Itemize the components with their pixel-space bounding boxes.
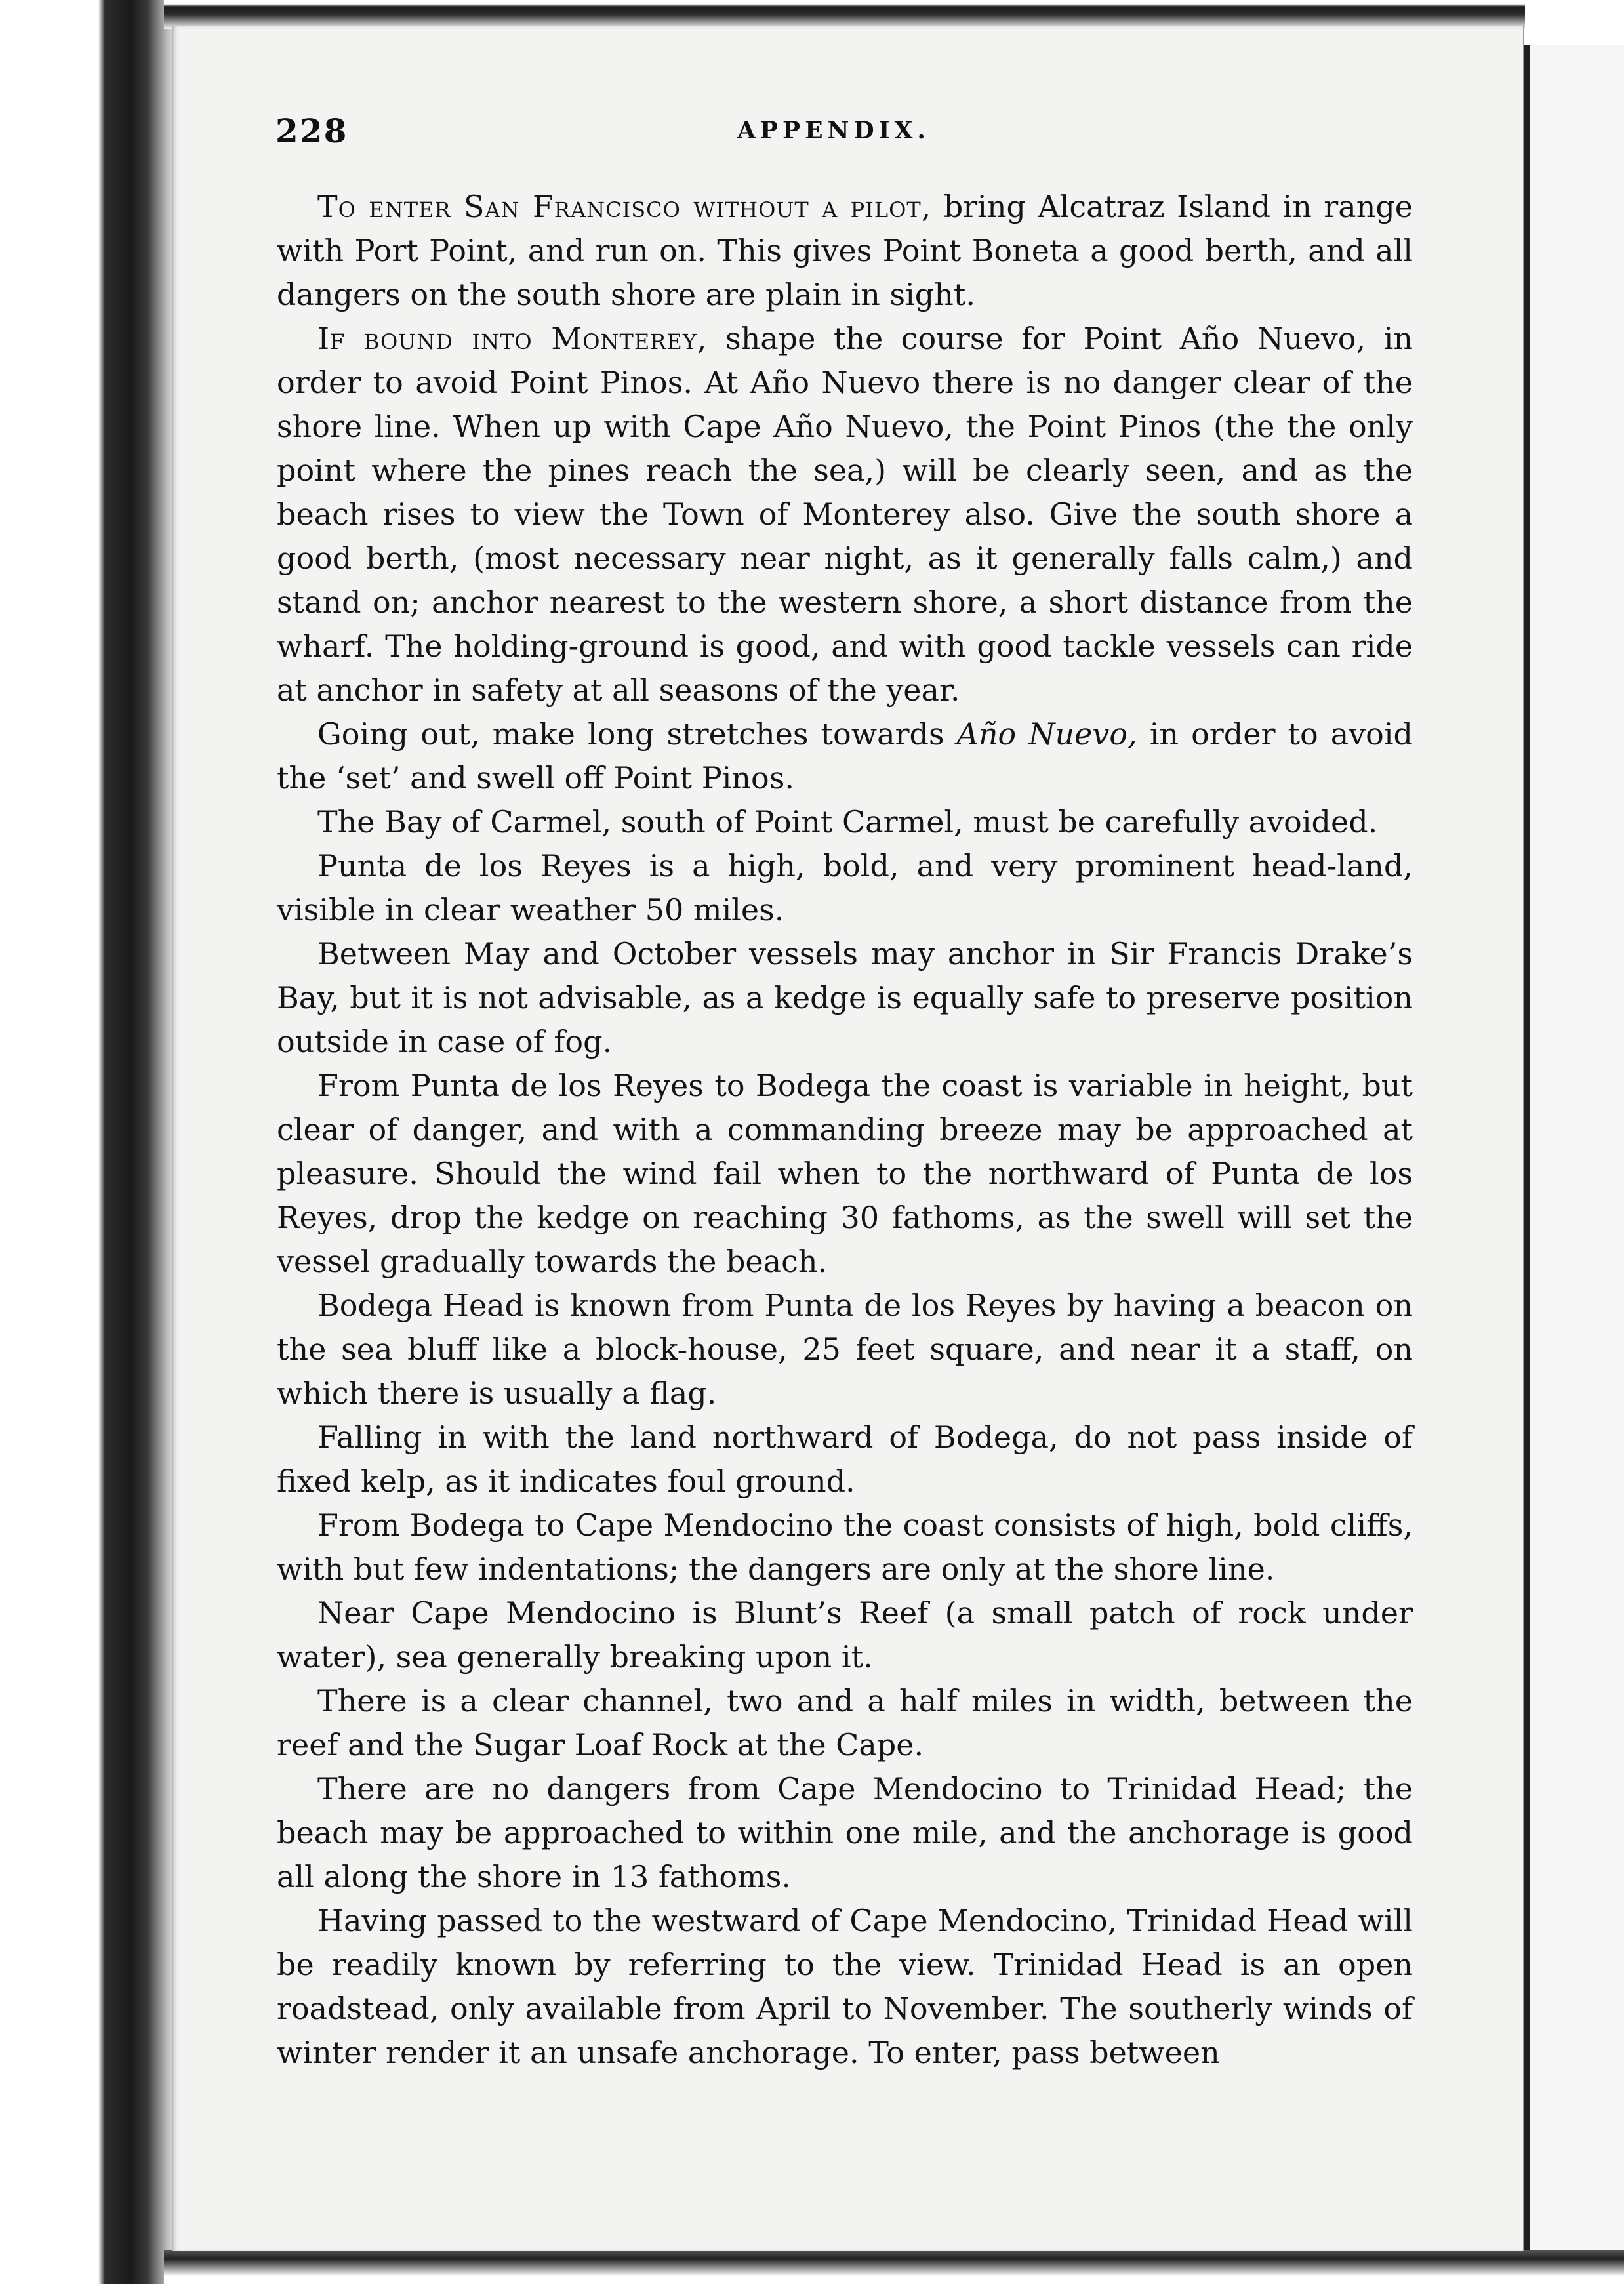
paragraph-bodega-to-mendocino: From Bodega to Cape Mendocino the coast consists of high, bold cliffs, with but few indentations; the dangers are only at the shore line. [277,1507,1413,1587]
page-number: 228 [275,112,348,150]
running-head: APPENDIX. [737,117,930,144]
scan-top-edge [164,0,1525,29]
paragraph-lead: If bound into Monterey, [317,321,708,356]
paragraph-san-francisco [277,185,1413,317]
paragraph-text: shape the course for Point Año Nuevo, in order to avoid Point Pinos. At Año Nuevo there is no danger clear of the shore line. When up with Cape Año Nuevo, the Point Pinos (the the only point where the pines reach the sea,) will be clearly seen, and as the beach rises to view the Town of Monterey also. Give the south shore a good berth, (most necessary near night, as it generally falls calm,) and stand on; anchor nearest to the western shore, a short distance from the wharf. The holding-ground is good, and with good tackle vessels can ride at anchor in safety at all seasons of the year. [277,321,1413,708]
paragraph-text: Going out, make long stretches towards [317,716,957,752]
italic-place-name: Año Nuevo, [956,716,1137,752]
paragraph-going-out [277,712,1413,800]
paragraph-mendocino-to-trinidad: There are no dangers from Cape Mendocino to Trinidad Head; the beach may be approached to within one mile, and the anchorage is good all along the shore in 13 fathoms. [277,1771,1413,1894]
facing-page-edge [1523,45,1624,2268]
paragraph-monterey [277,317,1413,712]
paragraph-lead: To enter San Francisco without a pilot, [317,189,932,224]
paragraph-text: in order to avoid the ‘set’ and swell off Point Pinos. [277,716,1413,796]
paragraph-carmel: The Bay of Carmel, south of Point Carmel, must be carefully avoided. [317,804,1378,840]
paragraph-blunts-reef: Near Cape Mendocino is Blunt’s Reef (a small patch of rock under water), sea generally breaking upon it. [277,1595,1413,1675]
paragraph-fixed-kelp: Falling in with the land northward of Bodega, do not pass inside of fixed kelp, as it indicates foul ground. [277,1419,1413,1499]
paragraph-text: bring Alcatraz Island in range with Port Point, and run on. This gives Point Boneta a good berth, and all dangers on the south shore are plain in sight. [277,189,1413,312]
scan-bottom-edge [164,2250,1624,2284]
paragraph-punta-de-los-reyes: Punta de los Reyes is a high, bold, and very prominent head-land, visible in clear weather 50 miles. [277,848,1413,928]
body-text [277,185,1413,2075]
paragraph-trinidad-head: Having passed to the westward of Cape Mendocino, Trinidad Head will be readily known by referring to the view. Trinidad Head is an open roadstead, only available from April to November. The southerly winds of winter render it an unsafe anchorage. To enter, pass between [277,1903,1413,2070]
paragraph-reyes-to-bodega: From Punta de los Reyes to Bodega the coast is variable in height, but clear of danger, and with a commanding breeze may be approached at pleasure. Should the wind fail when to the northward of Punta de los Reyes, drop the kedge on reaching 30 fathoms, as the swell will set the vessel gradually towards the beach. [277,1068,1413,1279]
page-header [275,112,1522,157]
scan-binding-edge [0,0,177,2284]
paragraph-clear-channel: There is a clear channel, two and a half miles in width, between the reef and the Sugar Loaf Rock at the Cape. [277,1683,1413,1763]
paragraph-drakes-bay: Between May and October vessels may anchor in Sir Francis Drake’s Bay, but it is not advisable, as a kedge is equally safe to preserve position outside in case of fog. [277,936,1413,1059]
paragraph-bodega-head: Bodega Head is known from Punta de los Reyes by having a beacon on the sea bluff like a block-house, 25 feet square, and near it a staff, on which there is usually a flag. [277,1288,1413,1411]
